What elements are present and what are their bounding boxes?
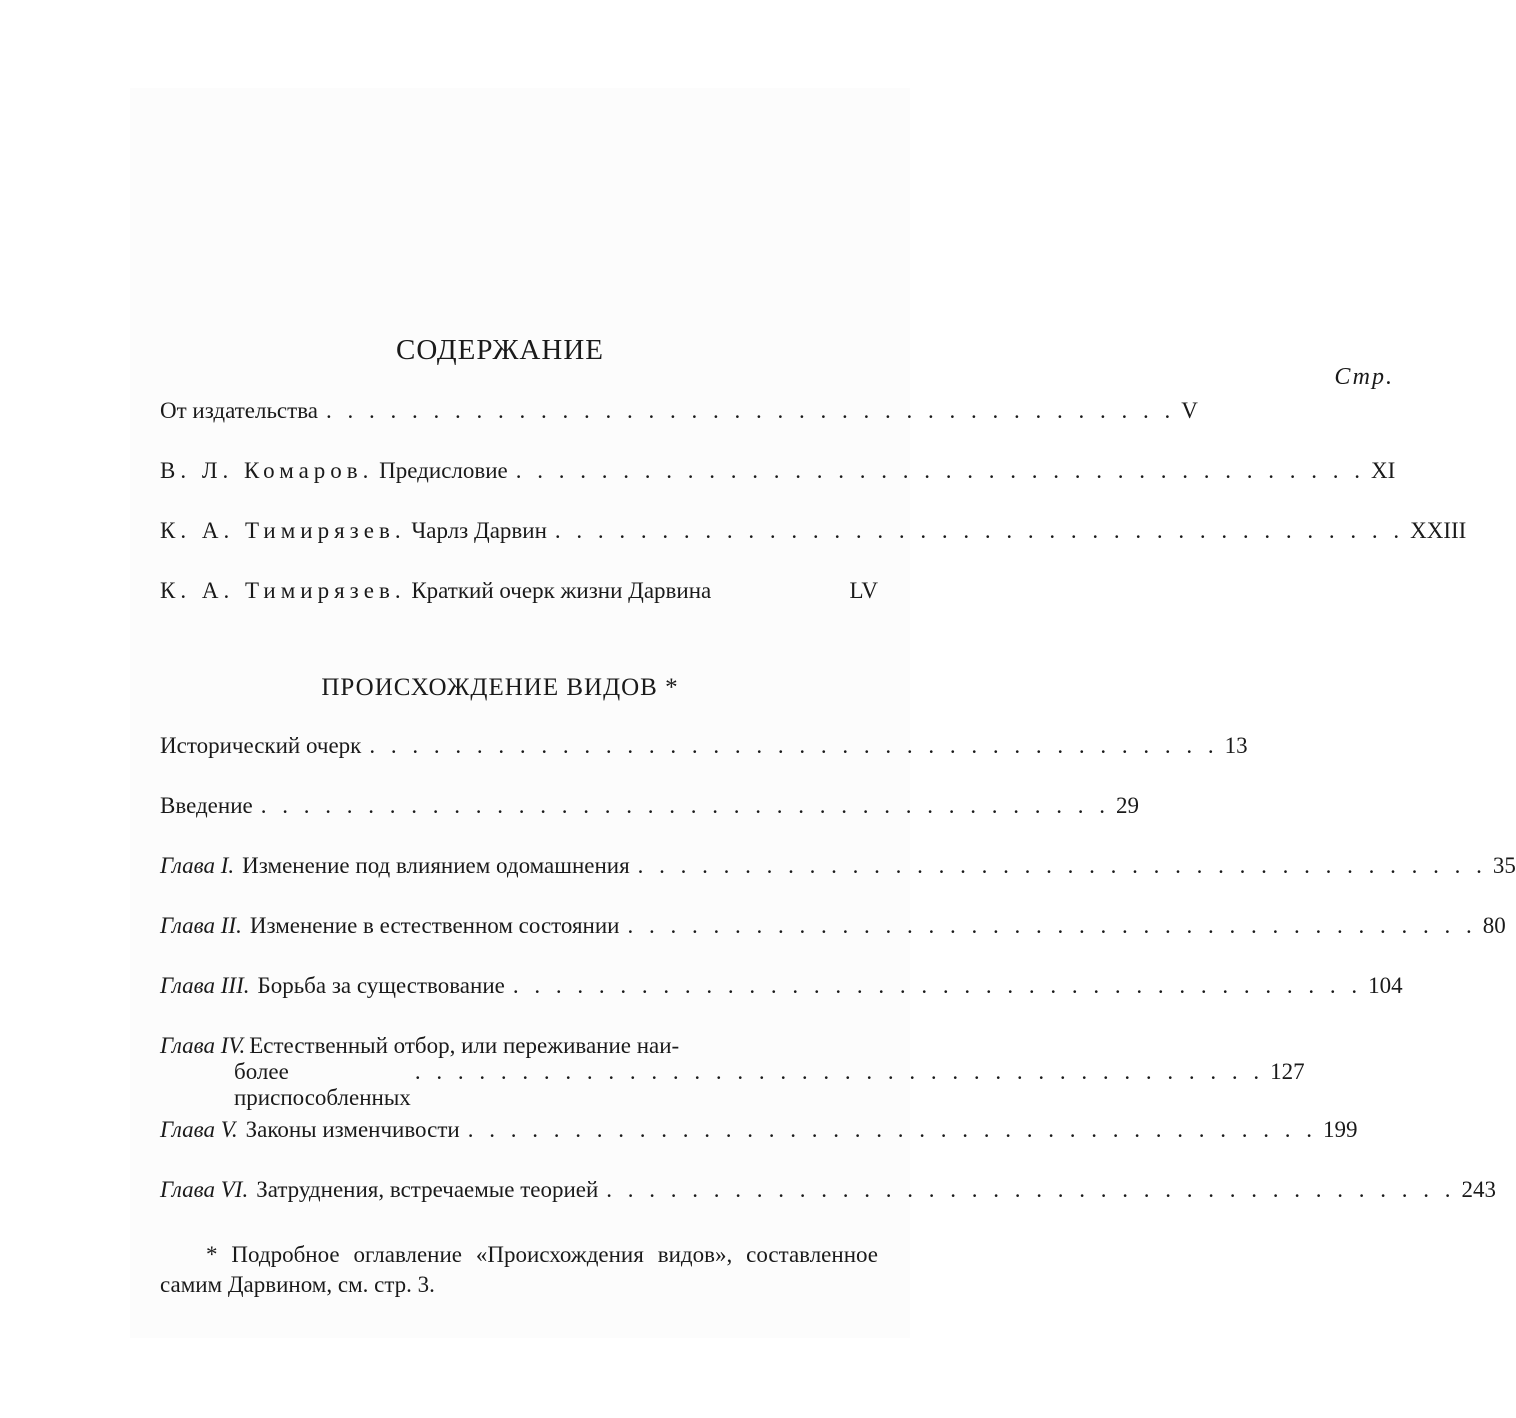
toc-entry[interactable] (160, 518, 1467, 544)
toc-entry-chapter: Глава III. (160, 973, 250, 998)
toc-entry[interactable] (160, 973, 1403, 999)
footnote (160, 1240, 878, 1300)
dot-leader: . . . . . . . . . . . . . . . . . . . . . . . . . . . . . . . . . . . . . . . . (606, 1177, 1456, 1202)
toc-entry-page: V (1181, 398, 1198, 423)
dot-leader: . . . . . . . . . . . . . . . . . . . . . . . . . . . . . . . . . . . . . . . . (414, 1059, 1265, 1084)
toc-entry-title: От издательства (160, 398, 318, 423)
toc-entry[interactable] (160, 1117, 1358, 1143)
toc-entry-page: 80 (1482, 913, 1506, 938)
toc-entry-page: 104 (1368, 973, 1403, 998)
dot-leader: . . . . . . . . . . . . . . . . . . . . . . . . . . . . . . . . . . . . . . . . (325, 398, 1176, 423)
toc-entry-title: Затруднения, встречаемые теорией (256, 1177, 599, 1202)
dot-leader: . . . . . . . . . . . . . . . . . . . . . . . . . . . . . . . . . . . . . . . . (554, 518, 1405, 543)
toc-entry-title: Изменение в естественном состоянии (249, 913, 620, 938)
toc-entry[interactable] (160, 1033, 1305, 1111)
toc-entry-title: Законы изменчивости (245, 1117, 460, 1142)
toc-entry-chapter: Глава VI. (160, 1177, 249, 1202)
toc-entry-page: 29 (1115, 793, 1139, 818)
toc-entry-page: 13 (1224, 733, 1248, 758)
toc-entry[interactable] (160, 578, 878, 604)
toc-entry-title: Борьба за существование (257, 973, 505, 998)
footnote-marker: * (665, 674, 679, 701)
toc-entry-page: XXIII (1410, 518, 1467, 543)
dot-leader: . . . . . . . . . . . . . . . . . . . . . . . . . . . . . . . . . . . . . . . . (637, 853, 1487, 878)
toc-entry-chapter: Глава I. (160, 853, 235, 878)
dot-leader: . . . . . . . . . . . . . . . . . . . . . . . . . . . . . . . . . . . . . . . . (369, 733, 1219, 758)
toc-entry-chapter: Глава IV. (160, 1033, 246, 1058)
toc-entry-title: Предисловие (379, 458, 508, 483)
toc-entry-title: Изменение под влиянием одомашнения (242, 853, 630, 878)
toc-entry-title: Естественный отбор, или переживание наи- (249, 1033, 680, 1058)
toc-entry-page: LV (849, 578, 878, 603)
section-heading-text: ПРОИСХОЖДЕНИЕ ВИДОВ (321, 674, 658, 701)
toc-entry-author: К. А. Тимирязев. (160, 578, 406, 603)
toc-entry-title: Исторический очерк (160, 733, 362, 758)
toc-entry[interactable] (160, 853, 1516, 879)
toc-entry-title: Введение (160, 793, 253, 818)
page-column-label: Стр. (1334, 364, 1394, 390)
contents-heading: СОДЕРЖАНИЕ (396, 334, 604, 366)
toc-entry[interactable] (160, 793, 1139, 819)
dot-leader: . . . . . . . . . . . . . . . . . . . . . . . . . . . . . . . . . . . . . . . . (512, 973, 1363, 998)
toc-entry-chapter: Глава V. (160, 1117, 238, 1142)
page-background (130, 88, 910, 1338)
toc-entry[interactable] (160, 398, 1198, 424)
toc-entry-chapter: Глава II. (160, 913, 242, 938)
toc-entry[interactable] (160, 733, 1248, 759)
section-heading (0, 674, 1000, 702)
toc-entry[interactable] (160, 458, 1396, 484)
toc-entry-author: В. Л. Комаров. (160, 458, 374, 483)
footnote-text: * Подробное оглавление «Происхождения видов», составленное самим Дарвином, см. стр. 3. (160, 1242, 878, 1297)
toc-entry-title-continued: более приспособленных (234, 1059, 411, 1110)
toc-entry-page: 243 (1461, 1177, 1497, 1202)
toc-entry-author: К. А. Тимирязев. (160, 518, 406, 543)
toc-entry-title: Чарлз Дарвин (411, 518, 547, 543)
toc-entry-page: 35 (1492, 853, 1516, 878)
toc-entry-page: 127 (1270, 1059, 1305, 1084)
dot-leader: . . . . . . . . . . . . . . . . . . . . . . . . . . . . . . . . . . . . . . . . (260, 793, 1110, 818)
dot-leader: . . . . . . . . . . . . . . . . . . . . . . . . . . . . . . . . . . . . . . . . (467, 1117, 1317, 1142)
dot-leader: . . . . . . . . . . . . . . . . . . . . . . . . . . . . . . . . . . . . . . . . (515, 458, 1366, 483)
toc-entry-page: 199 (1322, 1117, 1358, 1142)
toc-entry[interactable] (160, 1177, 1497, 1203)
toc-entry[interactable] (160, 913, 1506, 939)
toc-entry-page: XI (1371, 458, 1396, 483)
toc-entry-title: Краткий очерк жизни Дарвина (411, 578, 712, 603)
dot-leader: . . . . . . . . . . . . . . . . . . . . . . . . . . . . . . . . . . . . . . . . (627, 913, 1477, 938)
